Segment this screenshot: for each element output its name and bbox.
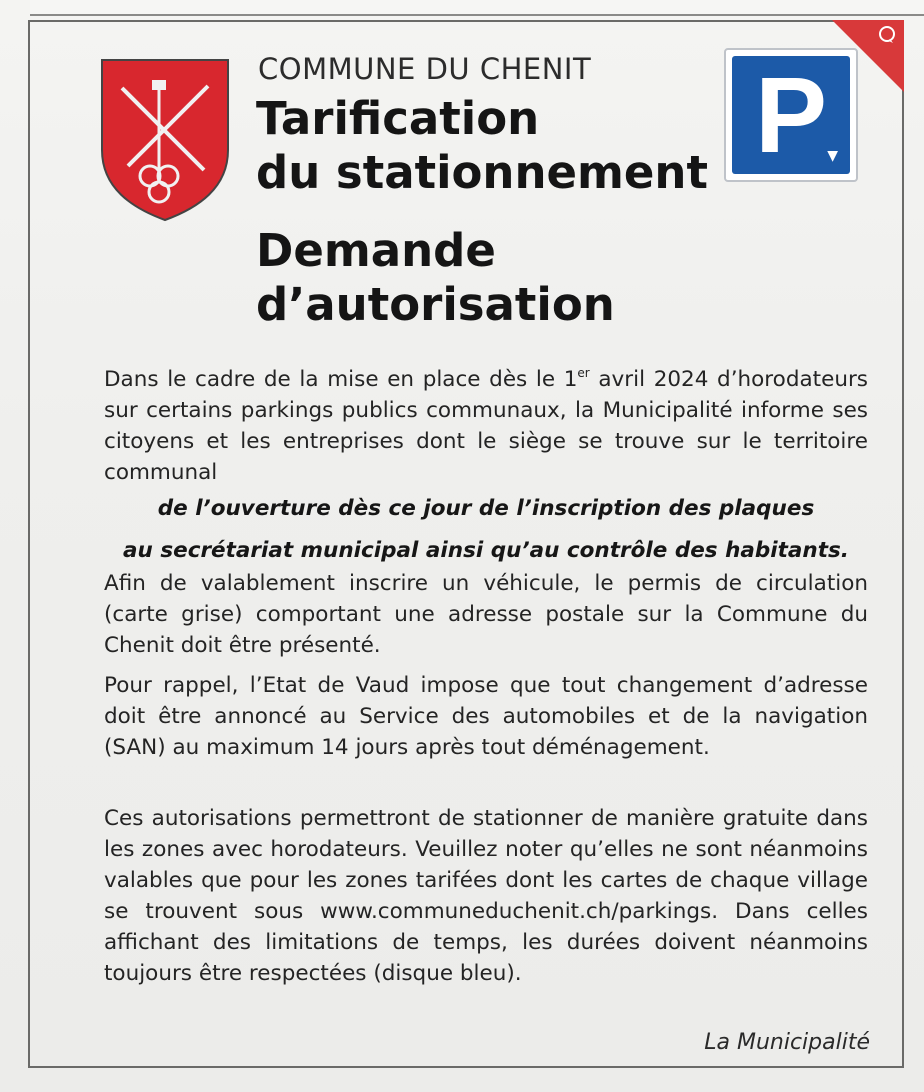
reminder-text: Pour rappel, l’Etat de Vaud impose que tout changement d’adresse doit être annoncé au Service des automobiles et de la navigation (SAN) au maximum 14 jours après tout déménagement. xyxy=(104,673,868,760)
commune-name: COMMUNE DU CHENIT xyxy=(258,52,592,86)
authorization-text: Ces autorisations permettront de stationner de manière gratuite dans les zones avec horodateurs. Veuillez noter qu’elles ne sont néanmoins valables que pour les zones tarifées dont les cartes de chaque village se trouvent sous www.communeduchenit.ch/parkings. Dans celles affichant des limitations de temps, les durées doivent néanmoins toujours être respectées (disque bleu). xyxy=(104,806,868,986)
signature: La Municipalité xyxy=(704,1030,870,1055)
page-edge xyxy=(30,0,924,16)
highlight-line: au secrétariat municipal ainsi qu’au contrôle des habitants. xyxy=(123,538,849,563)
subtitle-line: d’autorisation xyxy=(256,278,615,331)
intro-text-start: Dans le cadre de la mise en place dès le 1 xyxy=(104,367,578,392)
chat-bubble-icon xyxy=(876,25,898,47)
parking-meter-icon: ▼ xyxy=(827,148,838,164)
ordinal-superscript: er xyxy=(577,366,590,380)
parking-letter: P xyxy=(754,54,828,175)
authorization-paragraph xyxy=(104,803,868,989)
registration-paragraph xyxy=(104,568,868,661)
reminder-paragraph xyxy=(104,670,868,763)
intro-text-end: avril 2024 d’horodateurs sur certains parkings publics communaux, la Municipalité informe ses citoyens et les entreprises dont le siège se trouve sur le territoire communal xyxy=(104,367,868,485)
registration-text: Afin de valablement inscrire un véhicule, le permis de circulation (carte grise) comportant une adresse postale sur la Commune du Chenit doit être présenté. xyxy=(104,571,868,658)
coat-of-arms-icon xyxy=(100,58,230,222)
intro-paragraph xyxy=(104,358,868,488)
title-line: Tarification xyxy=(256,92,540,145)
page-subtitle xyxy=(256,224,615,332)
title-line: du stationnement xyxy=(256,146,708,199)
parking-sign-icon xyxy=(724,48,858,182)
highlight-line: de l’ouverture dès ce jour de l’inscription des plaques xyxy=(157,496,815,521)
highlight-announcement xyxy=(104,488,868,572)
parking-sign-panel xyxy=(732,56,850,174)
subtitle-line: Demande xyxy=(256,224,496,277)
page-title xyxy=(256,92,708,200)
